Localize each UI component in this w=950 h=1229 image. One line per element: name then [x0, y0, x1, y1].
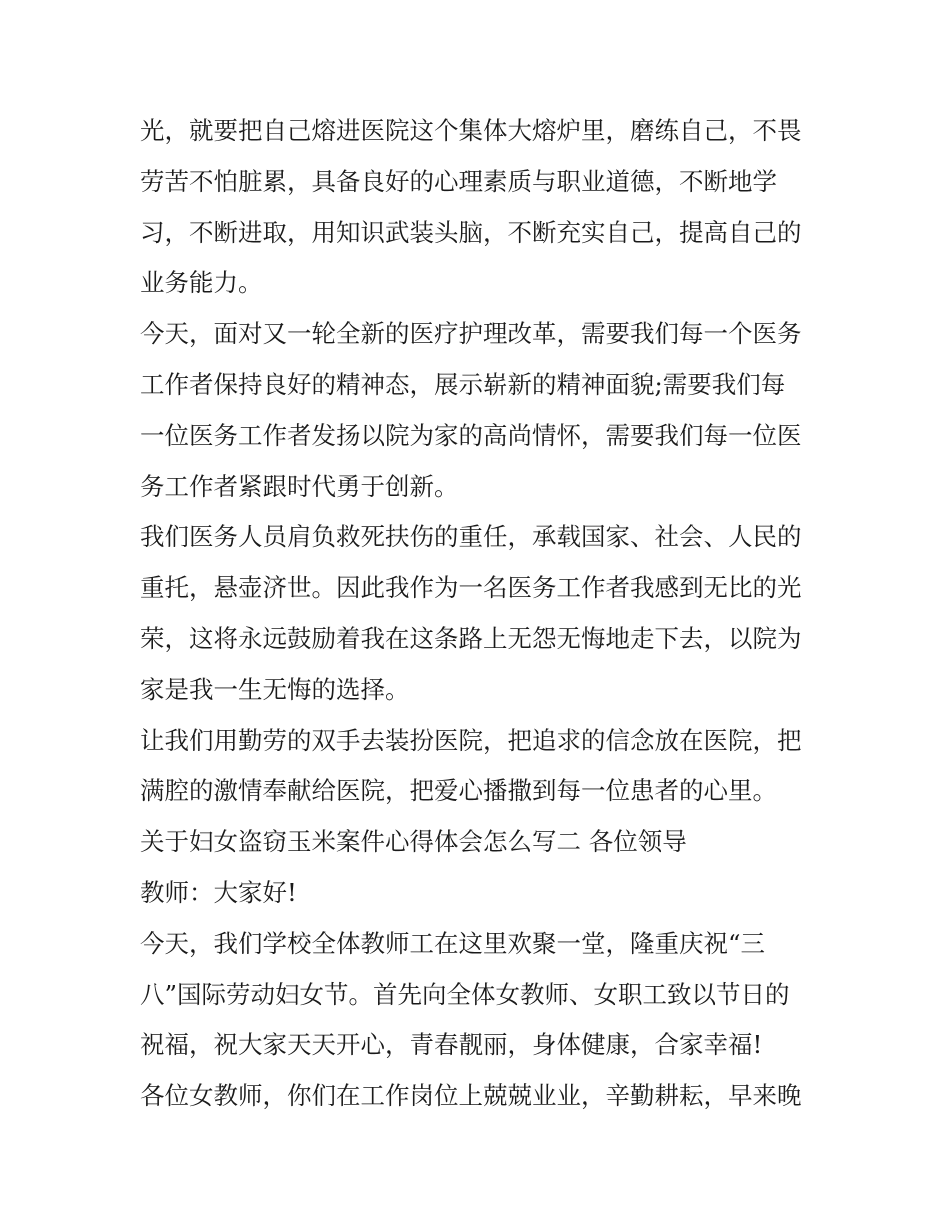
section-heading-line: 关于妇女盗窃玉米案件心得体会怎么写二 各位领导 [140, 827, 687, 857]
text-line: 务工作者紧跟时代勇于创新。 [140, 471, 459, 501]
text-line: 教师：大家好! [140, 877, 297, 907]
text-line: 光，就要把自己熔进医院这个集体大熔炉里，磨练自己，不畏 [140, 116, 802, 145]
text-line: 习，不断进取，用知识武装头脑，不断充实自己，提高自己的 [140, 217, 802, 247]
text-line: 家是我一生无悔的选择。 [140, 674, 410, 704]
text-line: 让我们用勤劳的双手去装扮医院，把追求的信念放在医院，把 [140, 725, 802, 755]
text-line: 我们医务人员肩负救死扶伤的重任，承载国家、社会、人民的 [140, 522, 802, 552]
text-line: 劳苦不怕脏累，具备良好的心理素质与职业道德，不断地学 [140, 166, 777, 196]
text-line: 满腔的激情奉献给医院，把爱心播撒到每一位患者的心里。 [140, 776, 777, 806]
text-line: 今天，我们学校全体教师工在这里欢聚一堂，隆重庆祝“三 [140, 928, 766, 958]
text-line: 荣，这将永远鼓励着我在这条路上无怨无悔地走下去，以院为 [140, 623, 802, 653]
text-line: 业务能力。 [140, 268, 263, 298]
text-line: 工作者保持良好的精神态，展示崭新的精神面貌;需要我们每 [140, 369, 786, 399]
text-line: 今天，面对又一轮全新的医疗护理改革，需要我们每一个医务 [140, 319, 802, 349]
text-line: 重托，悬壶济世。因此我作为一名医务工作者我感到无比的光 [140, 573, 802, 603]
text-line: 各位女教师，你们在工作岗位上兢兢业业，辛勤耕耘，早来晚 [140, 1081, 802, 1111]
text-line: 祝福，祝大家天天开心，青春靓丽，身体健康，合家幸福! [140, 1030, 763, 1060]
text-line: 一位医务工作者发扬以院为家的高尚情怀，需要我们每一位医 [140, 420, 802, 450]
document-body [140, 106, 830, 1122]
text-line: 八”国际劳动妇女节。首先向全体女教师、女职工致以节日的 [140, 979, 790, 1009]
